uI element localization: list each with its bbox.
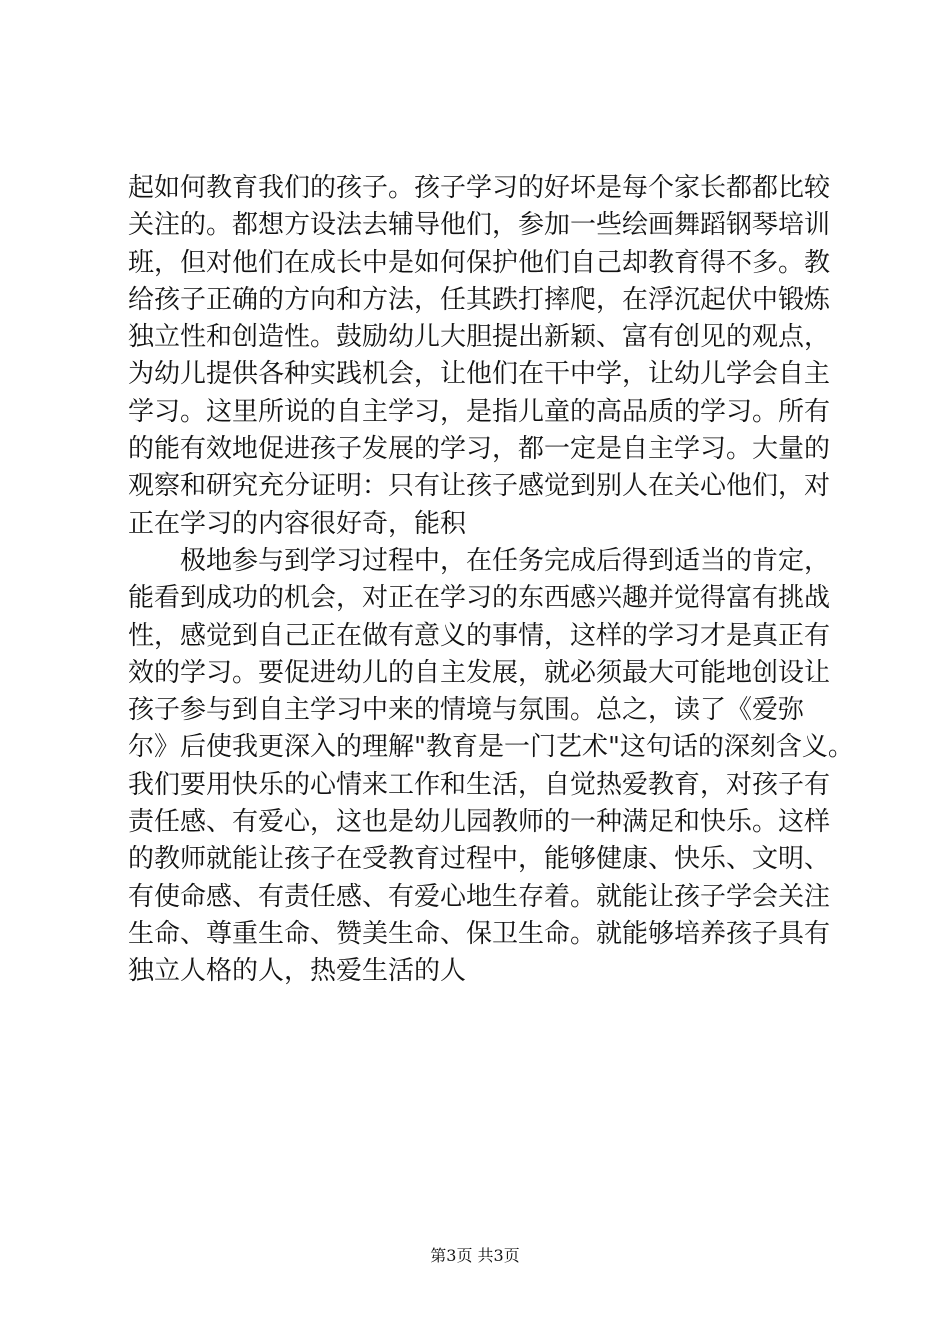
text-line: 独立性和创造性。鼓励幼儿大胆提出新颖、富有创见的观点， — [128, 322, 831, 353]
text-line: 为幼儿提供各种实践机会，让他们在干中学，让幼儿学会自主 — [128, 359, 831, 390]
text-line: 正在学习的内容很好奇，能积 — [128, 508, 467, 539]
text-line: 班，但对他们在成长中是如何保护他们自己却教育得不多。教 — [128, 247, 831, 278]
text-line: 学习。这里所说的自主学习，是指儿童的高品质的学习。所有 — [128, 396, 831, 427]
text-line: 给孩子正确的方向和方法，任其跌打摔爬，在浮沉起伏中锻炼 — [128, 284, 831, 315]
text-line: 独立人格的人，热爱生活的人 — [128, 956, 467, 987]
text-line: 孩子参与到自主学习中来的情境与氛围。总之，读了《爱弥 — [128, 695, 805, 726]
text-line: 极地参与到学习过程中，在任务完成后得到适当的肯定， — [180, 545, 831, 576]
text-line: 有使命感、有责任感、有爱心地生存着。就能让孩子学会关注 — [128, 881, 831, 912]
text-line: 效的学习。要促进幼儿的自主发展，就必须最大可能地创设让 — [128, 657, 831, 688]
text-line: 责任感、有爱心，这也是幼儿园教师的一种满足和快乐。这样 — [128, 807, 831, 838]
text-line: 的教师就能让孩子在受教育过程中，能够健康、快乐、文明、 — [128, 844, 831, 875]
text-line: 尔》后使我更深入的理解"教育是一门艺术"这句话的深刻含义。 — [128, 732, 854, 763]
body-text — [128, 170, 858, 991]
page-number-footer: 第3页 共3页 — [430, 1246, 520, 1265]
text-line: 观察和研究充分证明：只有让孩子感觉到别人在关心他们，对 — [128, 471, 831, 502]
text-line: 的能有效地促进孩子发展的学习，都一定是自主学习。大量的 — [128, 434, 831, 465]
text-line: 生命、尊重生命、赞美生命、保卫生命。就能够培养孩子具有 — [128, 918, 831, 949]
text-line: 能看到成功的机会，对正在学习的东西感兴趣并觉得富有挑战 — [128, 583, 831, 614]
paragraph-2 — [128, 543, 858, 991]
text-line: 起如何教育我们的孩子。孩子学习的好坏是每个家长都都比较 — [128, 173, 831, 203]
paragraph-1 — [128, 170, 858, 543]
text-line: 关注的。都想方设法去辅导他们，参加一些绘画舞蹈钢琴培训 — [128, 210, 831, 241]
text-line: 性，感觉到自己正在做有意义的事情，这样的学习才是真正有 — [128, 620, 831, 651]
text-line: 我们要用快乐的心情来工作和生活，自觉热爱教育，对孩子有 — [128, 769, 831, 800]
